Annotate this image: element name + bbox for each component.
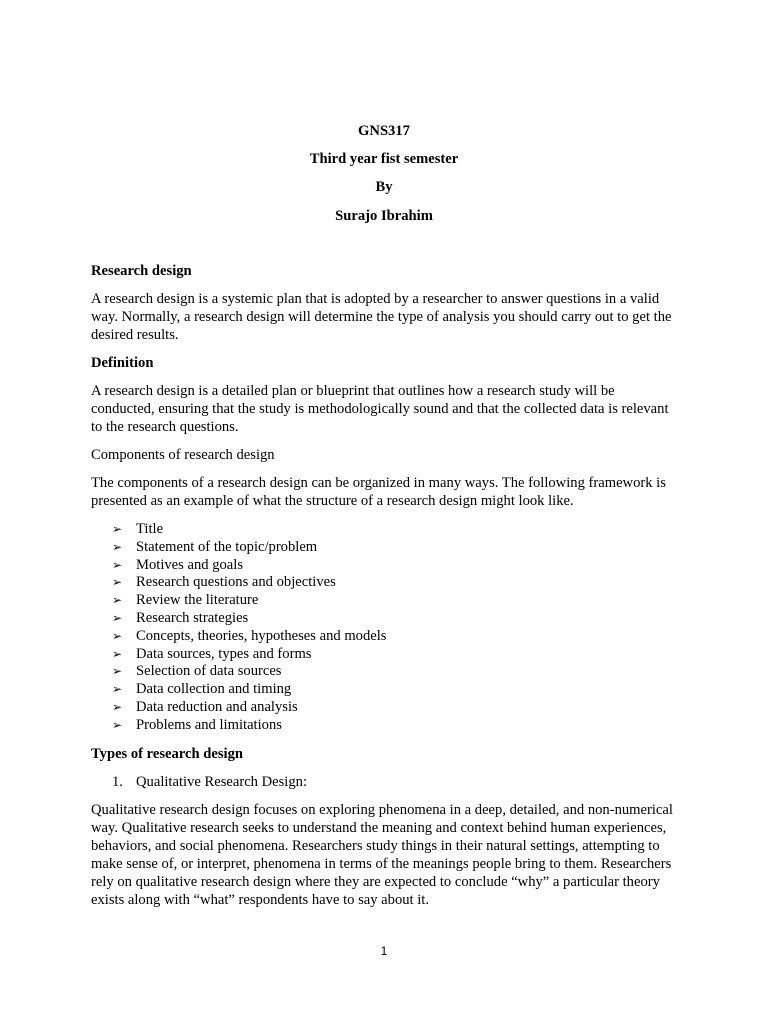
semester-line: Third year fist semester bbox=[309, 151, 459, 167]
list-number: 1. bbox=[112, 774, 123, 790]
arrow-bullet-icon: ➢ bbox=[112, 610, 123, 625]
research-design-paragraph: A research design is a systemic plan that is adopted by a researcher to answer questions in a valid way. Normally, a research design will determine the type of analysis you should carry out to get the desired results. bbox=[91, 291, 672, 343]
list-item: ➢ Problems and limitations bbox=[112, 716, 282, 733]
arrow-bullet-icon: ➢ bbox=[112, 539, 123, 554]
section-heading-components: Components of research design bbox=[91, 447, 275, 463]
section-heading-research-design: Research design bbox=[91, 263, 192, 279]
arrow-bullet-icon: ➢ bbox=[112, 522, 123, 536]
section-heading-types: Types of research design bbox=[91, 746, 244, 762]
list-item: ➢ Data sources, types and forms bbox=[112, 645, 312, 662]
list-item: ➢ Research questions and objectives bbox=[112, 574, 336, 591]
list-item: ➢ Selection of data sources bbox=[112, 663, 282, 680]
numbered-item-text: Qualitative Research Design: bbox=[136, 774, 308, 790]
page-number: 1 bbox=[380, 944, 388, 958]
arrow-bullet-icon: ➢ bbox=[112, 664, 123, 679]
arrow-bullet-icon: ➢ bbox=[112, 646, 123, 661]
arrow-bullet-icon: ➢ bbox=[112, 628, 123, 643]
list-item: ➢ Statement of the topic/problem bbox=[112, 538, 318, 555]
arrow-bullet-icon: ➢ bbox=[112, 717, 123, 732]
list-item: ➢ Data collection and timing bbox=[112, 681, 292, 698]
list-item: ➢ Research strategies bbox=[112, 609, 249, 626]
list-item: ➢ Review the literature bbox=[112, 592, 259, 609]
components-paragraph: The components of a research design can be organized in many ways. The following framework is presented as an example of what the structure of a research design might look like. bbox=[91, 475, 666, 509]
author-name: Surajo Ibrahim bbox=[335, 208, 433, 224]
definition-paragraph: A research design is a detailed plan or blueprint that outlines how a research study will be conducted, ensuring that the study is methodologically sound and that the collected data is relevant to the research questions. bbox=[91, 383, 669, 435]
arrow-bullet-icon: ➢ bbox=[112, 699, 123, 714]
numbered-item-qualitative bbox=[112, 773, 307, 791]
list-item: ➢ Title bbox=[112, 521, 164, 537]
course-code: GNS317 bbox=[358, 123, 410, 139]
arrow-bullet-icon: ➢ bbox=[112, 557, 123, 572]
qualitative-paragraph: Qualitative research design focuses on exploring phenomena in a deep, detailed, and non-numerical way. Qualitative research seeks to understand the meaning and context behind human experiences, behaviors, and social phenomena. Researchers study things in their natural settings, attempting to make sense of, or interpret, phenomena in terms of the meanings people bring to them. Researchers rely on qualitative research design where they are expected to conclude “why” a particular theory exists along with “what” respondents have to say about it. bbox=[91, 802, 673, 908]
arrow-bullet-icon: ➢ bbox=[112, 593, 123, 608]
section-heading-definition: Definition bbox=[91, 355, 154, 371]
list-item: ➢ Data reduction and analysis bbox=[112, 698, 298, 715]
arrow-bullet-icon: ➢ bbox=[112, 682, 123, 697]
arrow-bullet-icon: ➢ bbox=[112, 575, 123, 590]
components-list bbox=[112, 521, 386, 735]
by-line: By bbox=[375, 179, 393, 195]
list-item: ➢ Concepts, theories, hypotheses and models bbox=[112, 627, 387, 644]
list-item: ➢ Motives and goals bbox=[112, 556, 244, 573]
